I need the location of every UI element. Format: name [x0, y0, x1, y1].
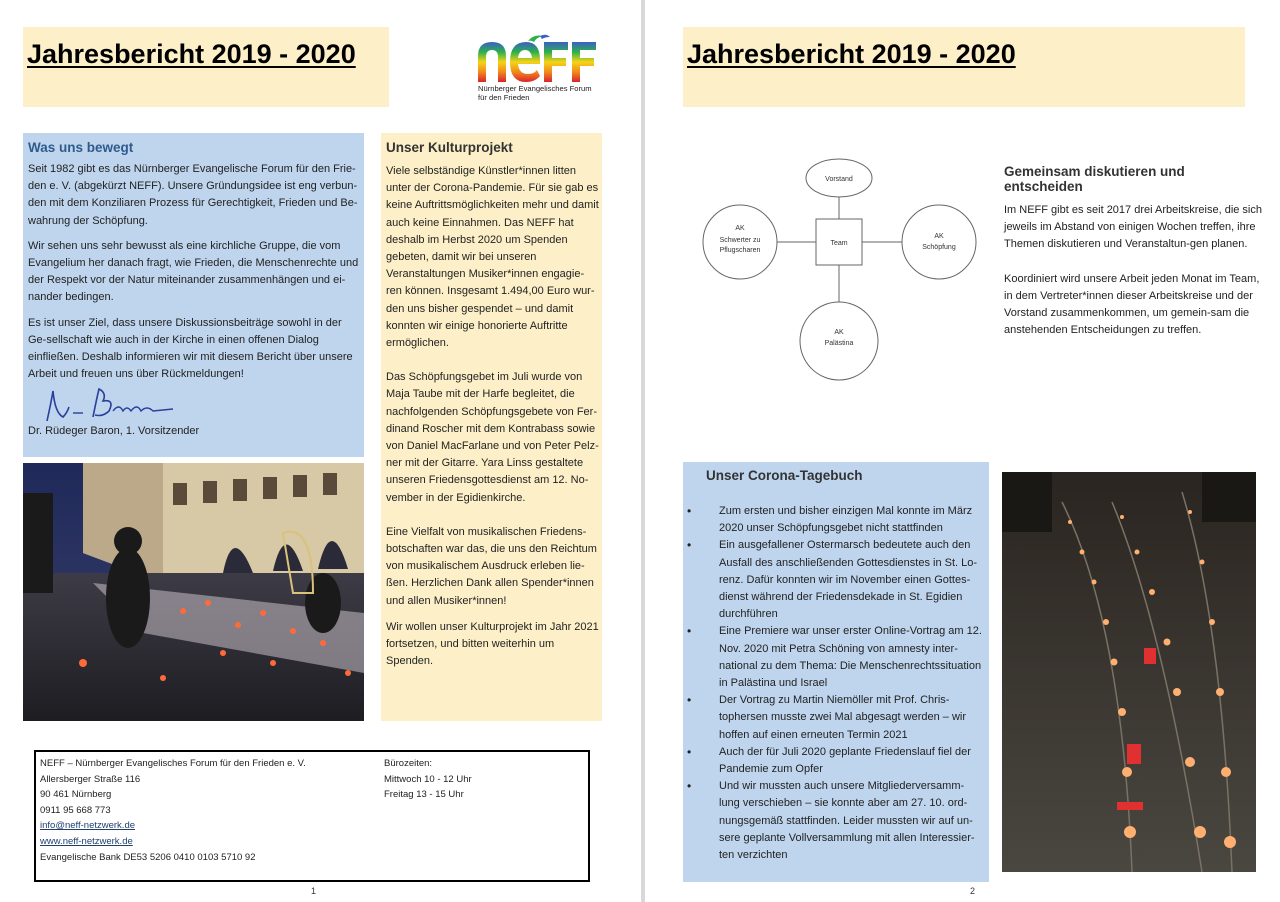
corona-diary-section [683, 462, 989, 882]
footer-org: NEFF – Nürnberger Evangelisches Forum für den Frieden e. V. [40, 758, 306, 769]
footer-email-link[interactable]: info@neff-netzwerk.de [40, 820, 136, 832]
label-right-2: Schöpfung [922, 244, 956, 251]
intro-paragraph-1: Seit 1982 gibt es das Nürnberger Evangelische Forum für den Frie-den e. V. (abgekürzt NEFF). Unsere Gründungsidee ist eng verbun-den mit dem Konziliaren Prozess für Gerechtigkeit, Frieden und Be-wahrung der Schöpfung. [28, 163, 358, 227]
neff-logo [476, 34, 606, 108]
discuss-paragraph-2: Koordiniert wird unsere Arbeit jeden Monat im Team, in dem Vertreter*innen dieser Arbeitskreise und der Vorstand zusammenkommen, um gemein-sam die anstehenden Entscheidungen zu treffen. [1004, 272, 1260, 337]
discuss-heading: Gemeinsam diskutieren und entscheiden [1004, 164, 1185, 194]
label-vorstand: Vorstand [825, 176, 853, 183]
corona-item-2: • Ein ausgefallener Ostermarsch bedeutete auch den Ausfall des anschließenden Gottesdienstes in St. Lo-renz. Dafür konnten wir im November einen Gottes-dienst während der Friedensdekade in St. Egidien durchführen [683, 537, 983, 623]
label-right-1: AK [934, 233, 944, 240]
label-left-3: Pflugscharen [719, 247, 761, 254]
intro-paragraph-2: Wir sehen uns sehr bewusst als eine kirchliche Gruppe, die vom Evangelium her danach fragt, wie Frieden, die Menschenrechte und der Respekt vor der Natur miteinander zusammenhängen und ei-nander bedingen. [28, 239, 359, 304]
corona-item-1: • Zum ersten und bisher einzigen Mal konnte im März 2020 unser Schöpfungsgebet nicht stattfinden [683, 503, 983, 537]
corona-item-4: • Der Vortrag zu Martin Niemöller mit Prof. Chris-tophersen musste zwei Mal abgesagt werden – wir hoffen auf einen erneuten Termin 2021 [683, 692, 983, 744]
page-divider [641, 0, 645, 902]
intro-section [23, 133, 364, 457]
culture-section [381, 133, 602, 721]
footer-web-link[interactable]: www.neff-netzwerk.de [40, 835, 133, 847]
corona-item-5: • Auch der für Juli 2020 geplante Friedenslauf fiel der Pandemie zum Opfer [683, 744, 983, 778]
node-ak-schoepfung [902, 205, 976, 279]
contact-footer [34, 750, 590, 882]
footer-hours-1: Mittwoch 10 - 12 Uhr [384, 773, 472, 785]
page-2 [646, 0, 1280, 902]
culture-paragraph-1: Viele selbständige Künstler*innen litten unter der Corona-Pandemie. Für sie gab es keine Auftrittsmöglichkeiten mehr und damit auch keine Einnahmen. Das NEFF hat deshalb im Herbst 2020 um Spenden gebeten, damit wir bei unseren Veranstaltungen Musiker*innen engagie-ren können. Insgesamt 1.494,00 Euro wur-den uns bisher gespendet – und damit konnten wir einige honorierte Auftritte ermöglichen. [386, 165, 599, 350]
intro-heading: Was uns bewegt [28, 140, 134, 155]
footer-bank: Evangelische Bank DE53 5206 0410 0103 5710 92 [40, 851, 256, 863]
label-left-2: Schwerter zu [719, 237, 761, 244]
footer-hours-2: Freitag 13 - 15 Uhr [384, 789, 464, 801]
culture-heading: Unser Kulturprojekt [386, 140, 513, 155]
page-title: Jahresbericht 2019 - 2020 [687, 39, 1016, 69]
logo-line-1: Nürnberger Evangelisches Forum [478, 84, 592, 93]
footer-street: Allersberger Straße 116 [40, 773, 141, 785]
neff-logo-graphic [476, 34, 600, 84]
culture-paragraph-3: Eine Vielfalt von musikalischen Friedens-botschaften war das, die uns den Reichtum von musikalischem Ausdruck erleben lie-ßen. Herzlichen Dank allen Spender*innen und allen Musiker*innen! [386, 525, 597, 607]
corona-item-3: • Eine Premiere war unser erster Online-Vortrag am 12. Nov. 2020 mit Petra Schöning von amnesty inter-national zu dem Thema: Die Menschenrechtssituation in Palästina und Israel [683, 623, 983, 692]
street-concert-photo [23, 463, 364, 721]
corona-heading: Unser Corona-Tagebuch [706, 468, 863, 483]
title-box [683, 27, 1245, 107]
candle-path-photo [1002, 472, 1256, 872]
page-title: Jahresbericht 2019 - 2020 [27, 39, 356, 69]
discuss-paragraph-1: Im NEFF gibt es seit 2017 drei Arbeitskreise, die sich jeweils im Abstand von einigen Wochen treffen, ihre Themen diskutieren und Veranstaltun-gen planen. [1004, 204, 1262, 251]
label-team: Team [830, 240, 848, 247]
org-diagram [702, 150, 992, 382]
footer-phone: 0911 95 668 773 [40, 804, 111, 816]
footer-hours-title: Bürozeiten: [384, 758, 433, 769]
signature-image [37, 383, 197, 425]
culture-paragraph-4: Wir wollen unser Kulturprojekt im Jahr 2021 fortsetzen, und bitten weiterhin um Spenden. [386, 620, 599, 668]
logo-line-2: für den Frieden [478, 93, 530, 102]
signature-name: Dr. Rüdeger Baron, 1. Vorsitzender [28, 425, 200, 437]
culture-paragraph-2: Das Schöpfungsgebet im Juli wurde von Maja Taube mit der Harfe begleitet, die nachfolgenden Schöpfungsgebete von Fer-dinand Roscher mit dem Kontrabass sowie von Daniel MacFarlane und von Peter Pelz-ner mit der Gitarre. Yara Linss gestaltete unseren Friedensgottesdienst am 12. No-vember in der Egidienkirche. [386, 371, 599, 504]
page-number: 1 [311, 886, 317, 896]
label-bottom-1: AK [834, 329, 844, 336]
label-bottom-2: Palästina [824, 340, 854, 347]
corona-item-6: • Und wir mussten auch unsere Mitgliederversamm-lung verschieben – sie konnte aber am 27. 10. ord-nungsgemäß stattfinden. Leider mussten wir auf un-sere geplante Vollversammlung mit allen Interessier-ten verzichten [683, 778, 983, 864]
discuss-section [1004, 164, 1266, 347]
page-number: 2 [970, 886, 976, 896]
corona-list [683, 503, 983, 864]
title-box [23, 27, 389, 107]
label-left-1: AK [735, 225, 745, 232]
intro-paragraph-3: Es ist unser Ziel, dass unsere Diskussionsbeiträge sowohl in der Ge-sellschaft wie auch in der Kirche in einen offenen Dialog einfließen. Deshalb informieren wir mit diesem Bericht über unsere Arbeit und freuen uns über Rückmeldungen! [28, 316, 353, 381]
footer-city: 90 461 Nürnberg [40, 789, 112, 801]
